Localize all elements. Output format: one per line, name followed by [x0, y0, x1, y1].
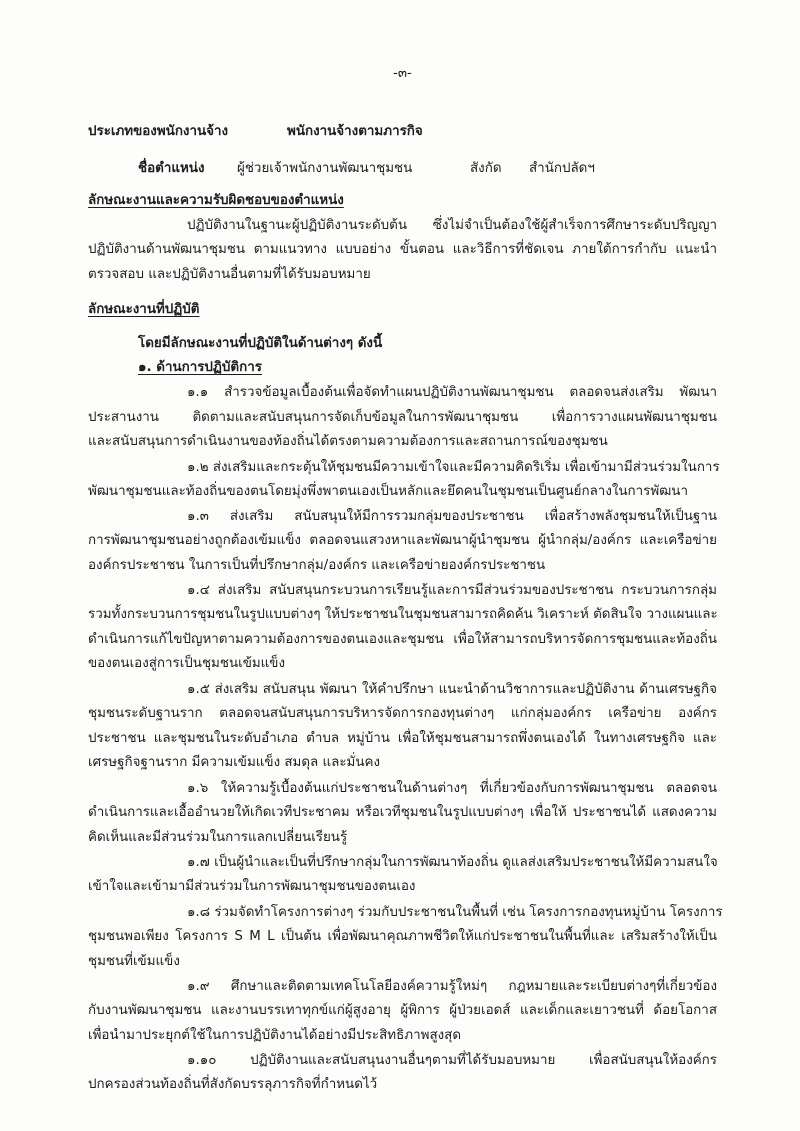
duty-line: ๑.๒ ส่งเสริมและกระตุ้นให้ชุมชนมีความเข้าใจและมีความคิดริเริ่ม เพื่อเข้ามามีส่วนร่วมในการ [187, 460, 720, 475]
employee-type-label: ประเภทของพนักงานจ้าง [88, 124, 229, 139]
duty-line: องค์กรประชาชน ในการเป็นที่ปรึกษากลุ่ม/องค์กร และเครือข่ายองค์กรประชาชน [88, 558, 546, 573]
position-label: ชื่อตำแหน่ง [138, 161, 205, 176]
page-number: -๓- [393, 66, 412, 81]
duty-line: เพื่อนำมาประยุกต์ใช้ในการปฏิบัติงานได้อย่างมีประสิทธิภาพสูงสุด [88, 1028, 462, 1043]
responsibility-line: ปฏิบัติงานในฐานะผู้ปฏิบัติงานระดับต้น ซึ่งไม่จำเป็นต้องใช้ผู้สำเร็จการศึกษาระดับปริญญา [187, 218, 717, 233]
duty-line: เศรษฐกิจฐานราก มีความเข้มแข็ง สมดุล และมั่นคง [88, 755, 381, 770]
section-title: ๑. ด้านการปฏิบัติการ [138, 360, 262, 375]
duty-line: ประสานงาน ติดตามและสนับสนุนการจัดเก็บข้อมูลในการพัฒนาชุมชน เพื่อการวางแผนพัฒนาชุมชน [88, 410, 717, 425]
duty-line: ๑.๑ สำรวจข้อมูลเบื้องต้นเพื่อจัดทำแผนปฏิบัติงานพัฒนาชุมชน ตลอดจนส่งเสริม พัฒนา [187, 385, 717, 400]
duty-line: ๑.๕ ส่งเสริม สนับสนุน พัฒนา ให้คำปรึกษา แนะนำด้านวิชาการและปฏิบัติงาน ด้านเศรษฐกิจ [187, 682, 717, 697]
affiliation-value: สำนักปลัดฯ [529, 161, 595, 176]
duty-line: กับงานพัฒนาชุมชน และงานบรรเทาทุกข์แก่ผู้สูงอายุ ผู้พิการ ผู้ป่วยเอดส์ และเด็กและเยาวชนที่ ด้อยโอกาส [88, 1003, 717, 1018]
duty-line: การพัฒนาชุมชนอย่างถูกต้องเข้มแข็ง ตลอดจนแสวงหาและพัฒนาผู้นำชุมชน ผู้นำกลุ่ม/องค์กร และเครือข่าย [88, 533, 717, 548]
duty-line: ๑.๔ ส่งเสริม สนับสนุนกระบวนการเรียนรู้และการมีส่วนร่วมของประชาชน กระบวนการกลุ่ม [187, 583, 717, 598]
duty-line: รวมทั้งกระบวนการชุมชนในรูปแบบต่างๆ ให้ประชาชนในชุมชนสามารถคิดค้น วิเคราะห์ ตัดสินใจ วางแผนและ [88, 607, 718, 622]
duty-line: ชุมชนระดับฐานราก ตลอดจนสนับสนุนการบริหารจัดการกองทุนต่างๆ แก่กลุ่มองค์กร เครือข่าย องค์กร [88, 706, 717, 721]
duties-intro: โดยมีลักษณะงานที่ปฏิบัติในด้านต่างๆ ดังนี้ [138, 336, 383, 351]
duty-line: และสนับสนุนการดำเนินงานของท้องถิ่นได้ตรงตามความต้องการและสถานการณ์ของชุมชน [88, 434, 608, 449]
duty-line: ๑.๑๐ ปฏิบัติงานและสนับสนุนงานอื่นๆตามที่ได้รับมอบหมาย เพื่อสนับสนุนให้องค์กร [187, 1053, 717, 1068]
duty-line: ๑.๙ ศึกษาและติดตามเทคโนโลยีองค์ความรู้ใหม่ๆ กฎหมายและระเบียบต่างๆที่เกี่ยวข้อง [187, 979, 717, 994]
duty-line: ดำเนินการแก้ไขปัญหาตามความต้องการของตนเองและชุมชน เพื่อให้สามารถบริหารจัดการชุมชนและท้องถิ่น [88, 632, 717, 647]
responsibility-heading: ลักษณะงานและความรับผิดชอบของตำแหน่ง [88, 193, 344, 208]
duty-line: ประชาชน และชุมชนในระดับอำเภอ ตำบล หมู่บ้าน เพื่อให้ชุมชนสามารถพึ่งตนเองได้ ในทางเศรษฐกิจ และ [88, 731, 717, 746]
duty-line: ๑.๖ ให้ความรู้เบื้องต้นแก่ประชาชนในด้านต่างๆ ที่เกี่ยวข้องกับการพัฒนาชุมชน ตลอดจน [187, 781, 717, 796]
duty-line: ของตนเองสู่การเป็นชุมชนเข้มแข็ง [88, 656, 286, 671]
duty-line: ปกครองส่วนท้องถิ่นที่สังกัดบรรลุภารกิจที่กำหนดไว้ [88, 1077, 378, 1092]
duty-line: ๑.๗ เป็นผู้นำและเป็นที่ปรึกษากลุ่มในการพัฒนาท้องถิ่น ดูแลส่งเสริมประชาชนให้มีความสนใจ [187, 855, 718, 870]
duty-line: ๑.๘ ร่วมจัดทำโครงการต่างๆ ร่วมกับประชาชนในพื้นที่ เช่น โครงการกองทุนหมู่บ้าน โครงการ [187, 905, 723, 920]
position-value: ผู้ช่วยเจ้าพนักงานพัฒนาชุมชน [237, 161, 413, 176]
affiliation-label: สังกัด [470, 161, 502, 176]
duty-line: ชุมชนพอเพียง โครงการ S M L เป็นต้น เพื่อพัฒนาคุณภาพชีวิตให้แก่ประชาชนในพื้นที่และ เสริมสร้างให้เป็น [88, 929, 717, 944]
duty-line: ๑.๓ ส่งเสริม สนับสนุนให้มีการรวมกลุ่มของประชาชน เพื่อสร้างพลังชุมชนให้เป็นฐาน [187, 509, 717, 524]
duty-line: พัฒนาชุมชนและท้องถิ่นของตนโดยมุ่งพึ่งพาตนเองเป็นหลักและยึดคนในชุมชนเป็นศูนย์กลางในการพัฒนา [88, 484, 688, 499]
duty-line: เข้าใจและเข้ามามีส่วนร่วมในการพัฒนาชุมชนของตนเอง [88, 879, 416, 894]
duty-line: ดำเนินการและเอื้ออำนวยให้เกิดเวทีประชาคม หรือเวทีชุมชนในรูปแบบต่างๆ เพื่อให้ ประชาชนได้ แสดงความ [88, 805, 717, 820]
duties-heading: ลักษณะงานที่ปฏิบัติ [88, 302, 200, 317]
employee-type-value: พนักงานจ้างตามภารกิจ [287, 124, 423, 139]
responsibility-line: ปฏิบัติงานด้านพัฒนาชุมชน ตามแนวทาง แบบอย่าง ขั้นตอน และวิธีการที่ชัดเจน ภายใต้การกำกับ แนะนำ [88, 242, 717, 257]
responsibility-line: ตรวจสอบ และปฏิบัติงานอื่นตามที่ได้รับมอบหมาย [88, 267, 371, 282]
duty-line: คิดเห็นและมีส่วนร่วมในการแลกเปลี่ยนเรียนรู้ [88, 830, 348, 845]
duty-line: ชุมชนที่เข้มแข็ง [88, 954, 180, 969]
